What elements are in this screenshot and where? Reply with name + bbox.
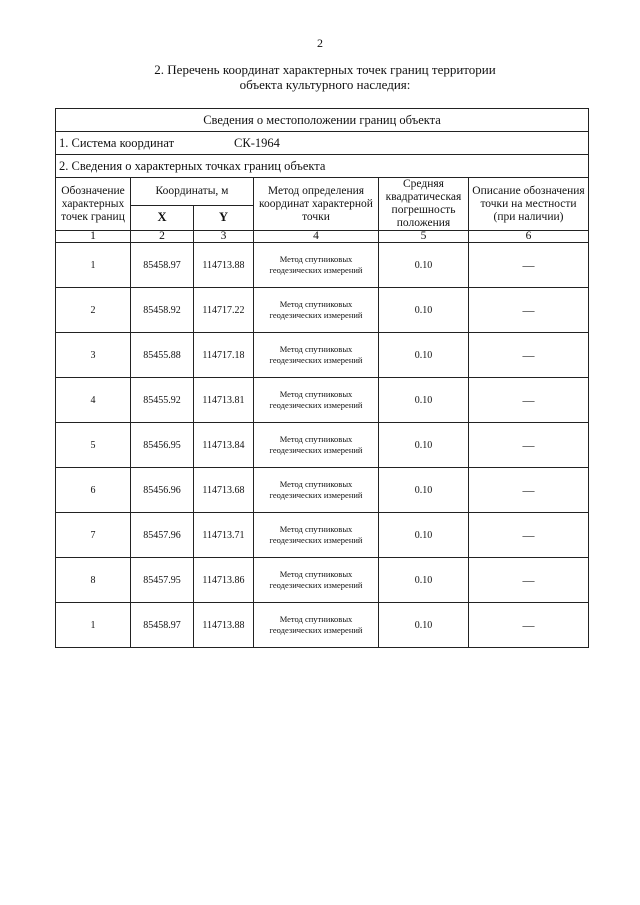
x-coordinate-cell: 85457.96	[131, 513, 194, 558]
y-coordinate-cell: 114713.71	[194, 513, 254, 558]
x-coordinate-cell: 85456.95	[131, 423, 194, 468]
x-coordinate-cell: 85457.95	[131, 558, 194, 603]
table-row	[56, 378, 589, 423]
column-index: 4	[254, 231, 379, 243]
error-cell: 0.10	[379, 513, 469, 558]
coordinate-system-value: СК-1964	[234, 135, 280, 150]
method-cell: Метод спутниковых геодезических измерений	[254, 603, 379, 648]
point-cell: 6	[56, 468, 131, 513]
method-cell: Метод спутниковых геодезических измерений	[254, 333, 379, 378]
x-coordinate-cell: 85455.92	[131, 378, 194, 423]
point-cell: 4	[56, 378, 131, 423]
y-coordinate-cell: 114713.88	[194, 603, 254, 648]
method-cell: Метод спутниковых геодезических измерений	[254, 423, 379, 468]
y-coordinate-cell: 114717.18	[194, 333, 254, 378]
heading-line-1: 2. Перечень координат характерных точек границ территории	[154, 62, 496, 77]
table-row	[56, 513, 589, 558]
table-row	[56, 423, 589, 468]
error-cell: 0.10	[379, 423, 469, 468]
point-cell: 8	[56, 558, 131, 603]
x-coordinate-cell: 85455.88	[131, 333, 194, 378]
point-cell: 7	[56, 513, 131, 558]
description-cell: —	[469, 243, 589, 288]
point-cell: 1	[56, 243, 131, 288]
description-cell: —	[469, 603, 589, 648]
error-cell: 0.10	[379, 378, 469, 423]
y-coordinate-cell: 114713.86	[194, 558, 254, 603]
description-cell: —	[469, 558, 589, 603]
error-cell: 0.10	[379, 333, 469, 378]
table-row	[56, 243, 589, 288]
error-cell: 0.10	[379, 468, 469, 513]
x-coordinate-cell: 85458.97	[131, 243, 194, 288]
boundary-coordinates-table	[55, 108, 589, 648]
description-cell: —	[469, 513, 589, 558]
point-cell: 5	[56, 423, 131, 468]
header-coordinates: Координаты, м	[131, 178, 254, 206]
method-cell: Метод спутниковых геодезических измерений	[254, 513, 379, 558]
points-section-title: 2. Сведения о характерных точках границ объекта	[56, 155, 589, 178]
point-cell: 1	[56, 603, 131, 648]
page-heading	[60, 62, 590, 92]
method-cell: Метод спутниковых геодезических измерений	[254, 243, 379, 288]
method-cell: Метод спутниковых геодезических измерений	[254, 378, 379, 423]
y-coordinate-cell: 114713.84	[194, 423, 254, 468]
column-index: 5	[379, 231, 469, 243]
x-coordinate-cell: 85458.97	[131, 603, 194, 648]
error-cell: 0.10	[379, 288, 469, 333]
point-cell: 3	[56, 333, 131, 378]
heading-line-2: объекта культурного наследия:	[239, 77, 411, 92]
method-cell: Метод спутниковых геодезических измерений	[254, 558, 379, 603]
description-cell: —	[469, 288, 589, 333]
description-cell: —	[469, 468, 589, 513]
header-method: Метод определения координат характерной точки	[254, 178, 379, 231]
coordinate-system-label: 1. Система координат	[59, 135, 175, 150]
point-cell: 2	[56, 288, 131, 333]
error-cell: 0.10	[379, 558, 469, 603]
column-index: 2	[131, 231, 194, 243]
table-row	[56, 558, 589, 603]
x-coordinate-cell: 85456.96	[131, 468, 194, 513]
error-cell: 0.10	[379, 603, 469, 648]
column-index: 1	[56, 231, 131, 243]
header-y: Y	[194, 205, 254, 230]
table-row	[56, 288, 589, 333]
column-index: 3	[194, 231, 254, 243]
table-row	[56, 603, 589, 648]
column-index-row	[56, 231, 589, 243]
y-coordinate-cell: 114713.68	[194, 468, 254, 513]
column-index: 6	[469, 231, 589, 243]
table-row	[56, 333, 589, 378]
table-title: Сведения о местоположении границ объекта	[56, 109, 589, 132]
x-coordinate-cell: 85458.92	[131, 288, 194, 333]
table-row	[56, 468, 589, 513]
y-coordinate-cell: 114713.81	[194, 378, 254, 423]
description-cell: —	[469, 423, 589, 468]
header-designation: Обозначение характерных точек границ	[56, 178, 131, 231]
method-cell: Метод спутниковых геодезических измерений	[254, 288, 379, 333]
description-cell: —	[469, 333, 589, 378]
description-cell: —	[469, 378, 589, 423]
method-cell: Метод спутниковых геодезических измерений	[254, 468, 379, 513]
error-cell: 0.10	[379, 243, 469, 288]
y-coordinate-cell: 114717.22	[194, 288, 254, 333]
header-x: X	[131, 205, 194, 230]
page-number: 2	[317, 36, 323, 50]
header-description: Описание обозначения точки на местности (при наличии)	[469, 178, 589, 231]
header-error: Средняя квадратическая погрешность положения	[379, 178, 469, 231]
y-coordinate-cell: 114713.88	[194, 243, 254, 288]
coordinate-system-row	[56, 132, 589, 155]
